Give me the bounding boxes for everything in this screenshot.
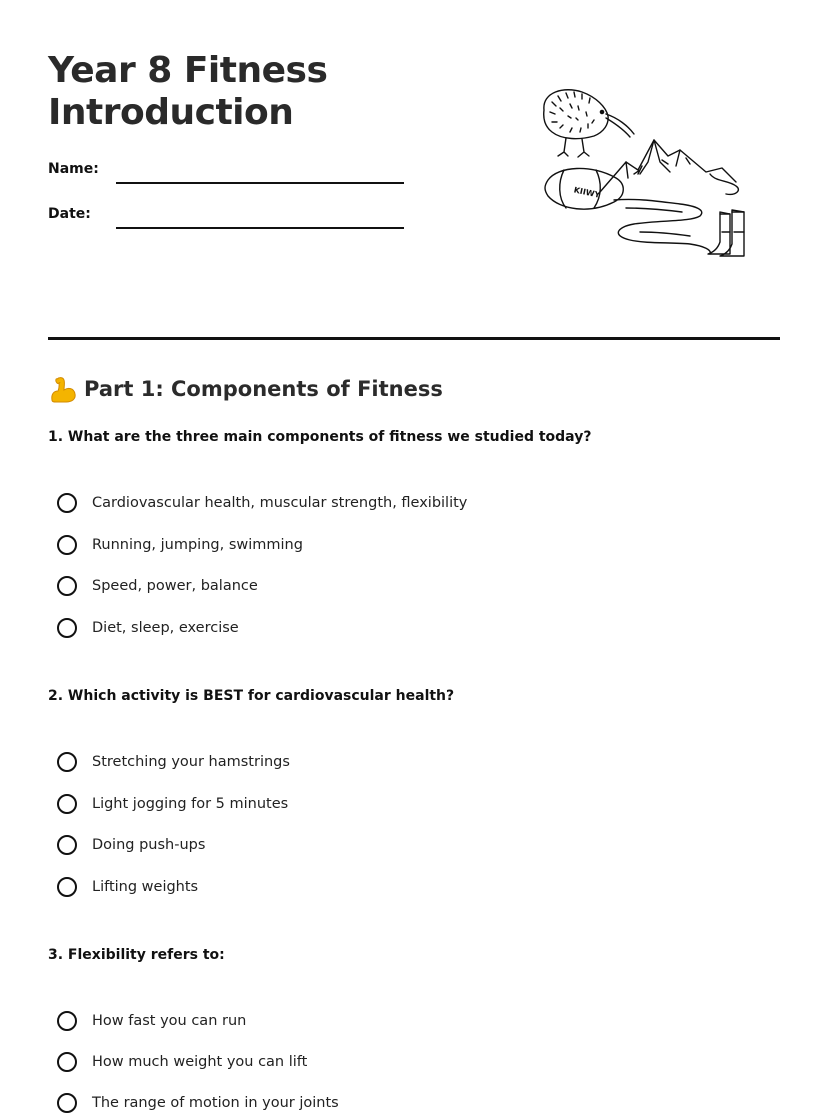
name-label: Name: [48,161,99,177]
q2-option-4[interactable] [57,874,198,900]
option-label: Light jogging for 5 minutes [92,796,289,812]
option-label: Speed, power, balance [92,578,258,594]
q2-option-1[interactable] [57,749,290,775]
question-3: 3. Flexibility refers to: [48,947,225,963]
gumboots-drawing [708,210,744,256]
q3-option-1[interactable] [57,1008,246,1034]
kiwi-bird-drawing [544,90,634,157]
date-label: Date: [48,206,91,222]
section-divider [48,337,780,340]
page-title: Year 8 Fitness Introduction [48,50,328,133]
radio-button[interactable] [57,1052,77,1072]
q1-option-3[interactable] [57,573,258,599]
date-write-line [116,227,404,229]
option-label: The range of motion in your joints [92,1095,339,1111]
q3-option-2[interactable] [57,1049,307,1075]
radio-button[interactable] [57,794,77,814]
radio-button[interactable] [57,1011,77,1031]
radio-button[interactable] [57,752,77,772]
q1-option-4[interactable] [57,615,239,641]
name-field [48,160,408,190]
date-field [48,205,408,235]
radio-button[interactable] [57,835,77,855]
option-label: Stretching your hamstrings [92,754,290,770]
q3-option-3[interactable] [57,1090,339,1116]
name-write-line [116,182,404,184]
radio-button[interactable] [57,877,77,897]
rugby-ball-drawing [545,168,623,209]
q1-option-1[interactable] [57,490,467,516]
river-drawing [614,199,710,254]
rugby-ball-text: KIIWY [572,185,601,200]
part1-title: Part 1: Components of Fitness [84,377,443,401]
mountains-drawing [600,140,738,194]
option-label: Lifting weights [92,879,199,895]
option-label: Running, jumping, swimming [92,537,303,553]
radio-button[interactable] [57,1093,77,1113]
q2-option-2[interactable] [57,791,288,817]
option-label: Diet, sleep, exercise [92,620,239,636]
question-2: 2. Which activity is BEST for cardiovascular health? [48,688,455,704]
radio-button[interactable] [57,493,77,513]
part1-heading [48,375,443,403]
option-label: Cardiovascular health, muscular strength, flexibility [92,495,468,511]
radio-button[interactable] [57,618,77,638]
q1-option-2[interactable] [57,532,303,558]
option-label: How fast you can run [92,1013,247,1029]
option-label: How much weight you can lift [92,1054,308,1070]
question-1: 1. What are the three main components of fitness we studied today? [48,429,592,445]
nz-illustration [530,82,770,264]
q2-option-3[interactable] [57,832,205,858]
radio-button[interactable] [57,576,77,596]
radio-button[interactable] [57,535,77,555]
option-label: Doing push-ups [92,837,206,853]
flexed-biceps-icon [48,375,78,403]
